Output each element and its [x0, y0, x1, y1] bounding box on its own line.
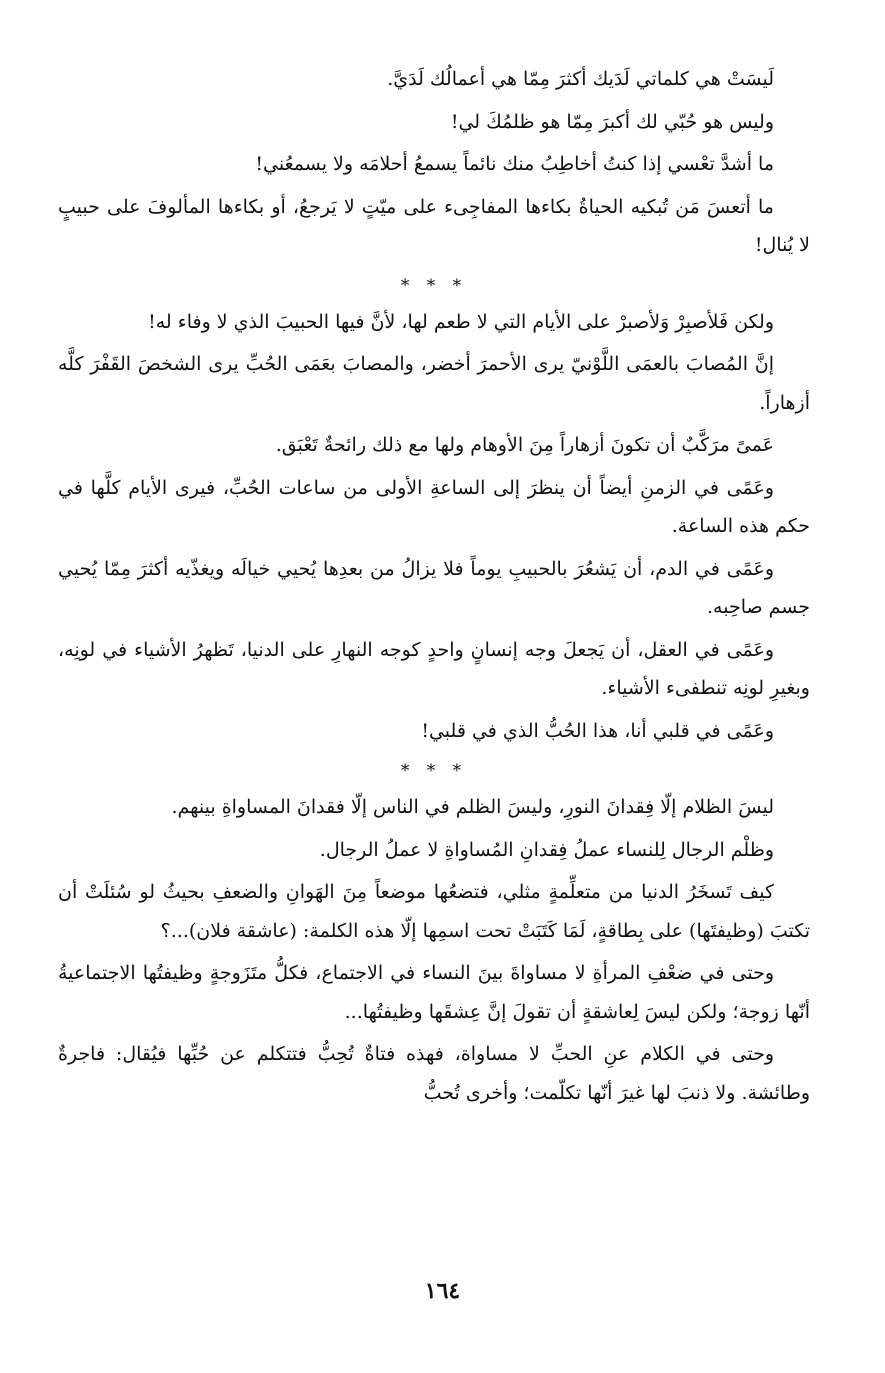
- paragraph: وعَمًى في العقل، أن يَجعلَ وجه إنسانٍ واحدٍ كوجه النهارِ على الدنيا، تَظهرُ الأشياء في لونِه، وبغيرِ لونِه تنطفىء الأشياء.: [58, 638, 810, 699]
- book-page: [58, 60, 810, 1116]
- paragraph: وعَمًى في الزمنِ أيضاً أن ينظرَ إلى الساعةِ الأولى من ساعات الحُبِّ، فيرى الأيام كلَّها في حكم هذه الساعة.: [58, 476, 810, 537]
- section-separator: * * *: [400, 275, 468, 296]
- paragraph: وليس هو حُبّي لك أكبرَ مِمّا هو ظلمُكَ لي!: [450, 110, 774, 133]
- paragraph: ليسَ الظلام إلّا فِقدانَ النورِ، وليسَ الظلم في الناس إلّا فقدانَ المساواةِ بينهم.: [171, 796, 774, 818]
- section-separator: * * *: [400, 761, 468, 781]
- paragraph: كيف تَسخَرُ الدنيا من متعلِّمةٍ مثلي، فتضعُها موضعاً مِنَ الهَوانِ والضعفِ بحيثُ لو سُئلَتْ أن تكتبَ (وظيفتَها) على بِطاقةٍ، لَمَا كَتَبَتْ تحت اسمِها إلّا هذه الكلمة: (عاشقة فلان)...؟: [58, 881, 810, 942]
- paragraph: وظلْم الرجال لِلنساء عملُ فِقدانِ المُساواةِ لا عملُ الرجال.: [319, 838, 774, 861]
- paragraph: وحتى في الكلام عنِ الحبِّ لا مساواة، فهذه فتاةٌ تُحِبُّ فتتكلم عن حُبِّها فيُقال: فاجرةٌ وطائشة. ولا ذنبَ لها غيرَ أنّها تكلّمت؛ وأخرى تُحبُّ: [58, 1043, 810, 1104]
- paragraph: ولكن فَلأصبِرْ وَلأصبرْ على الأيام التي لا طعم لها، لأنَّ فيها الحبيبَ الذي لا وفاء له!: [148, 310, 774, 333]
- paragraph: ما أشدَّ تعْسي إذا كنتُ أخاطِبُ منك نائماً يسمعُ أحلامَه ولا يسمعُني!: [255, 153, 774, 175]
- paragraph: لَيسَتْ هي كلماتي لَدَيك أكثرَ مِمّا هي أعمالُك لَدَيَّ.: [387, 68, 774, 90]
- paragraph: وعَمًى في الدم، أن يَشعُرَ بالحبيبِ يوماً فلا يزالُ من بعدِها يُحيي خيالَه ويغذّيه أكثرَ مِمّا يُحيي جسم صاحِبه.: [58, 557, 810, 618]
- paragraph: ما أتعسَ مَن تُبكيه الحياةُ بكاءها المفاجِىء على ميّتٍ لا يَرجعُ، أو بكاءها المألوفَ على حبيبٍ لا يُنال!: [58, 195, 810, 256]
- paragraph: إنَّ المُصابَ بالعمَى اللَّوْنيّ يرى الأحمرَ أخضر، والمصابَ بعَمَى الحُبِّ يرى الشخصَ القَفْرَ كلَّه أزهاراً.: [58, 353, 810, 414]
- paragraph: وحتى في ضعْفِ المرأةِ لا مساواةَ بينَ النساء في الاجتماع، فكلُّ متَزَوجةٍ وظيفتُها الاجتماعيةُ أنّها زوجة؛ ولكن ليسَ لِعاشقةٍ أن تقولَ إنَّ عِشقَها وظيفتُها...: [58, 962, 810, 1023]
- paragraph: وعَمًى في قلبي أنا، هذا الحُبُّ الذي في قلبي!: [421, 719, 774, 742]
- paragraph: عَمىً مرَكَّبٌ أن تكونَ أزهاراً مِنَ الأوهام ولها مع ذلك رائحةٌ تَعْبَق.: [275, 434, 774, 456]
- page-number: ١٦٤: [424, 1278, 461, 1304]
